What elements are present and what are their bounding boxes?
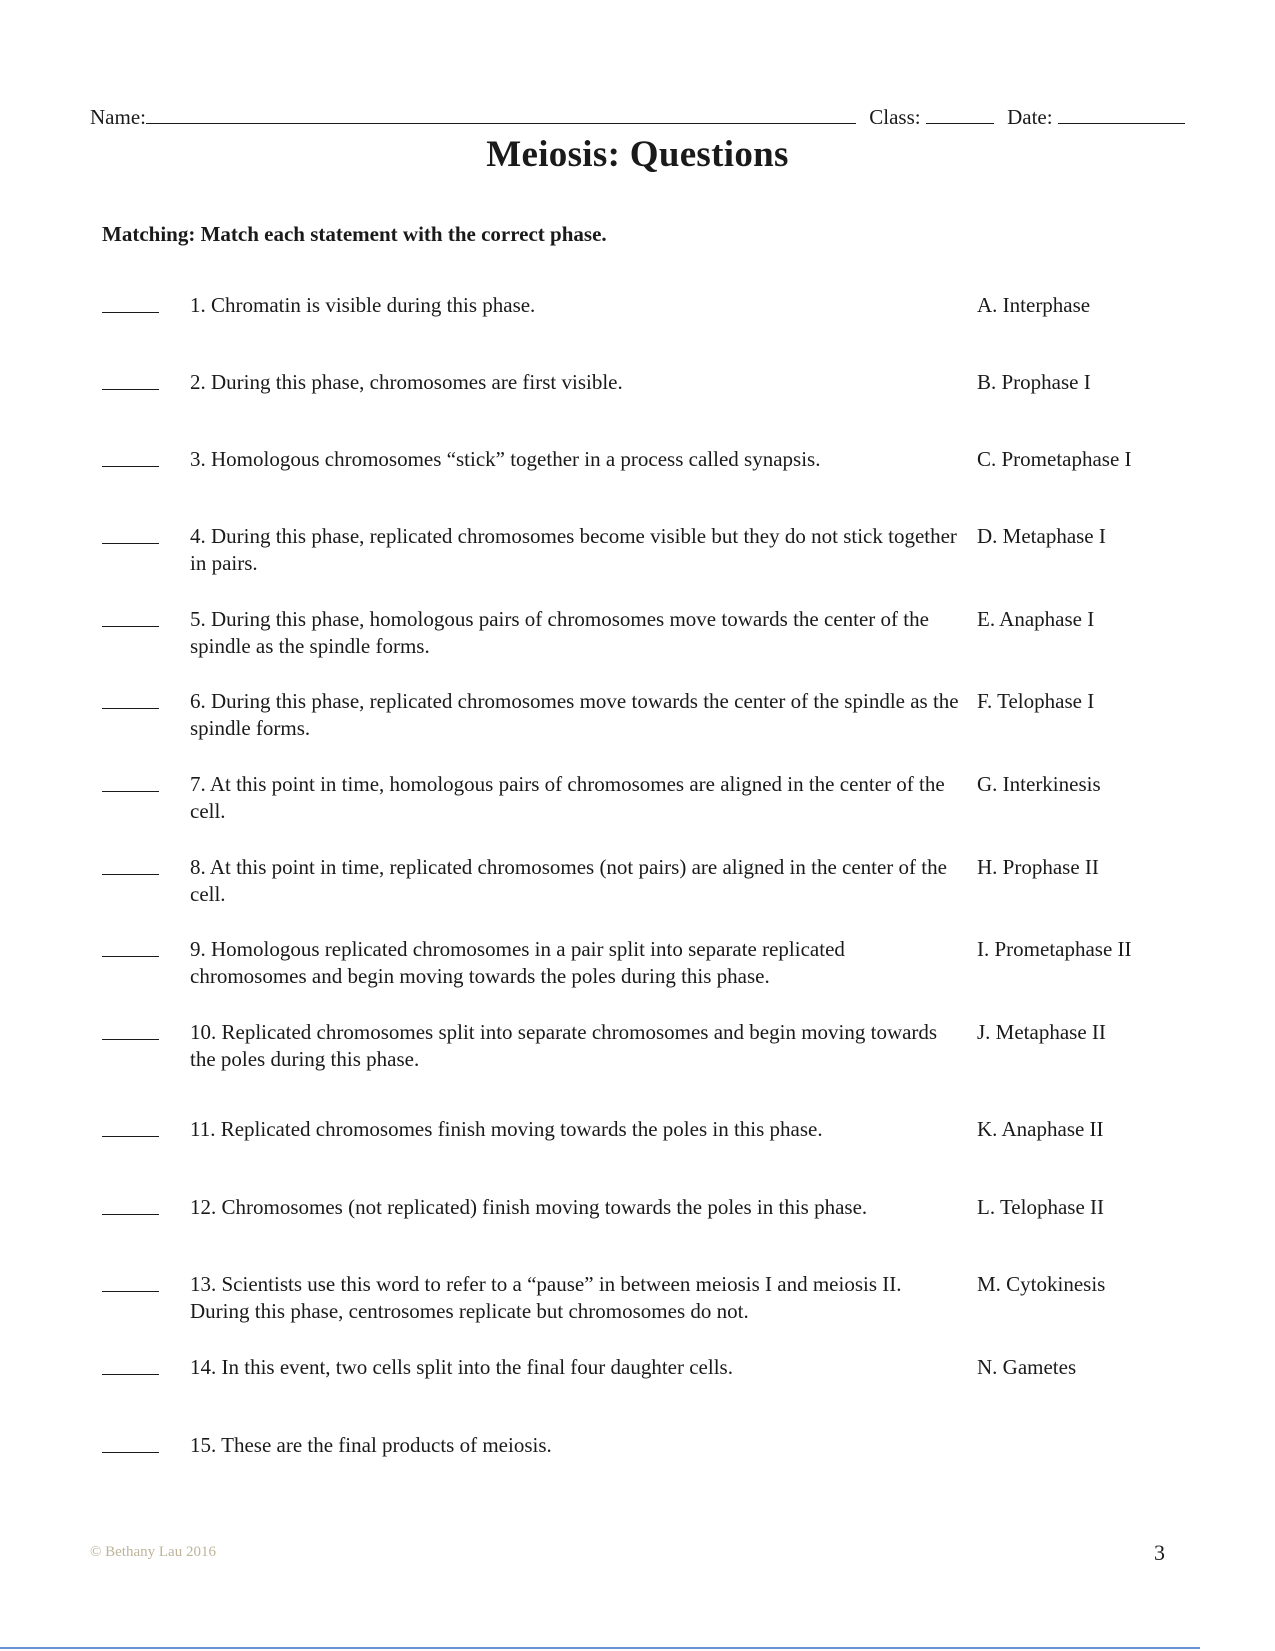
answer-blank[interactable] <box>102 1039 159 1040</box>
question-row <box>0 688 1275 748</box>
answer-blank[interactable] <box>102 466 159 467</box>
question-text: 1. Chromatin is visible during this phase. <box>190 293 536 317</box>
answer-option: F. Telophase I <box>977 689 1095 713</box>
question-text: 9. Homologous replicated chromosomes in a pair split into separate replicated chromosomes and begin moving towards the poles during this phase. <box>190 937 845 988</box>
page-number: 3 <box>1154 1540 1165 1565</box>
answer-option: C. Prometaphase I <box>977 447 1132 471</box>
answer-option: N. Gametes <box>977 1355 1077 1379</box>
answer-blank[interactable] <box>102 1214 159 1215</box>
date-label: Date: <box>1007 105 1053 129</box>
answer-blank[interactable] <box>102 626 159 627</box>
question-row <box>0 1019 1275 1079</box>
answer-blank[interactable] <box>102 312 159 313</box>
question-text: 2. During this phase, chromosomes are first visible. <box>190 370 623 394</box>
answer-option: J. Metaphase II <box>977 1020 1106 1044</box>
copyright-notice: © Bethany Lau 2016 <box>90 1544 216 1560</box>
answer-blank[interactable] <box>102 1291 159 1292</box>
answer-option: H. Prophase II <box>977 855 1099 879</box>
class-field-line[interactable] <box>926 104 994 124</box>
answer-blank[interactable] <box>102 874 159 875</box>
instructions: Matching: Match each statement with the correct phase. <box>102 222 607 246</box>
question-text: 4. During this phase, replicated chromosomes become visible but they do not stick together in pairs. <box>190 524 957 575</box>
answer-blank[interactable] <box>102 1452 159 1453</box>
question-text: 3. Homologous chromosomes “stick” together in a process called synapsis. <box>190 447 821 471</box>
date-field-line[interactable] <box>1058 104 1185 124</box>
question-text: 8. At this point in time, replicated chromosomes (not pairs) are aligned in the center of the cell. <box>190 855 947 906</box>
question-text: 10. Replicated chromosomes split into separate chromosomes and begin moving towards the poles during this phase. <box>190 1020 938 1071</box>
answer-option: E. Anaphase I <box>977 607 1095 631</box>
question-row <box>0 1194 1275 1254</box>
question-row <box>0 606 1275 666</box>
answer-blank[interactable] <box>102 708 159 709</box>
question-row <box>0 854 1275 914</box>
class-label: Class: <box>869 105 921 129</box>
question-row <box>0 446 1275 506</box>
question-row <box>0 771 1275 831</box>
name-label: Name: <box>90 105 146 129</box>
question-row <box>0 1116 1275 1176</box>
answer-blank[interactable] <box>102 389 159 390</box>
answer-option: I. Prometaphase II <box>977 937 1132 961</box>
question-row <box>0 936 1275 996</box>
question-text: 15. These are the final products of meiosis. <box>190 1433 552 1457</box>
answer-blank[interactable] <box>102 956 159 957</box>
bottom-divider <box>0 1647 1200 1649</box>
question-row <box>0 523 1275 583</box>
question-text: 14. In this event, two cells split into the final four daughter cells. <box>190 1355 733 1379</box>
name-field-line[interactable] <box>146 104 856 124</box>
answer-option: L. Telophase II <box>977 1195 1105 1219</box>
question-text: 7. At this point in time, homologous pairs of chromosomes are aligned in the center of the cell. <box>190 772 945 823</box>
question-row <box>0 1432 1275 1492</box>
answer-option: A. Interphase <box>977 293 1091 317</box>
page-title: Meiosis: Questions <box>486 134 789 175</box>
question-text: 11. Replicated chromosomes finish moving towards the poles in this phase. <box>190 1117 823 1141</box>
question-row <box>0 1354 1275 1414</box>
answer-option: K. Anaphase II <box>977 1117 1104 1141</box>
answer-blank[interactable] <box>102 1136 159 1137</box>
question-text: 5. During this phase, homologous pairs of chromosomes move towards the center of the spindle as the spindle forms. <box>190 607 929 658</box>
question-text: 12. Chromosomes (not replicated) finish moving towards the poles in this phase. <box>190 1195 868 1219</box>
answer-option: M. Cytokinesis <box>977 1272 1106 1296</box>
answer-option: D. Metaphase I <box>977 524 1106 548</box>
header-row <box>90 104 1185 130</box>
question-row <box>0 1271 1275 1331</box>
question-row <box>0 292 1275 352</box>
question-text: 6. During this phase, replicated chromosomes move towards the center of the spindle as the spindle forms. <box>190 689 959 740</box>
answer-blank[interactable] <box>102 543 159 544</box>
answer-option: B. Prophase I <box>977 370 1091 394</box>
question-row <box>0 369 1275 429</box>
answer-blank[interactable] <box>102 1374 159 1375</box>
question-text: 13. Scientists use this word to refer to a “pause” in between meiosis I and meiosis II. During this phase, centrosomes replicate but chromosomes do not. <box>190 1272 902 1323</box>
answer-blank[interactable] <box>102 791 159 792</box>
answer-option: G. Interkinesis <box>977 772 1101 796</box>
